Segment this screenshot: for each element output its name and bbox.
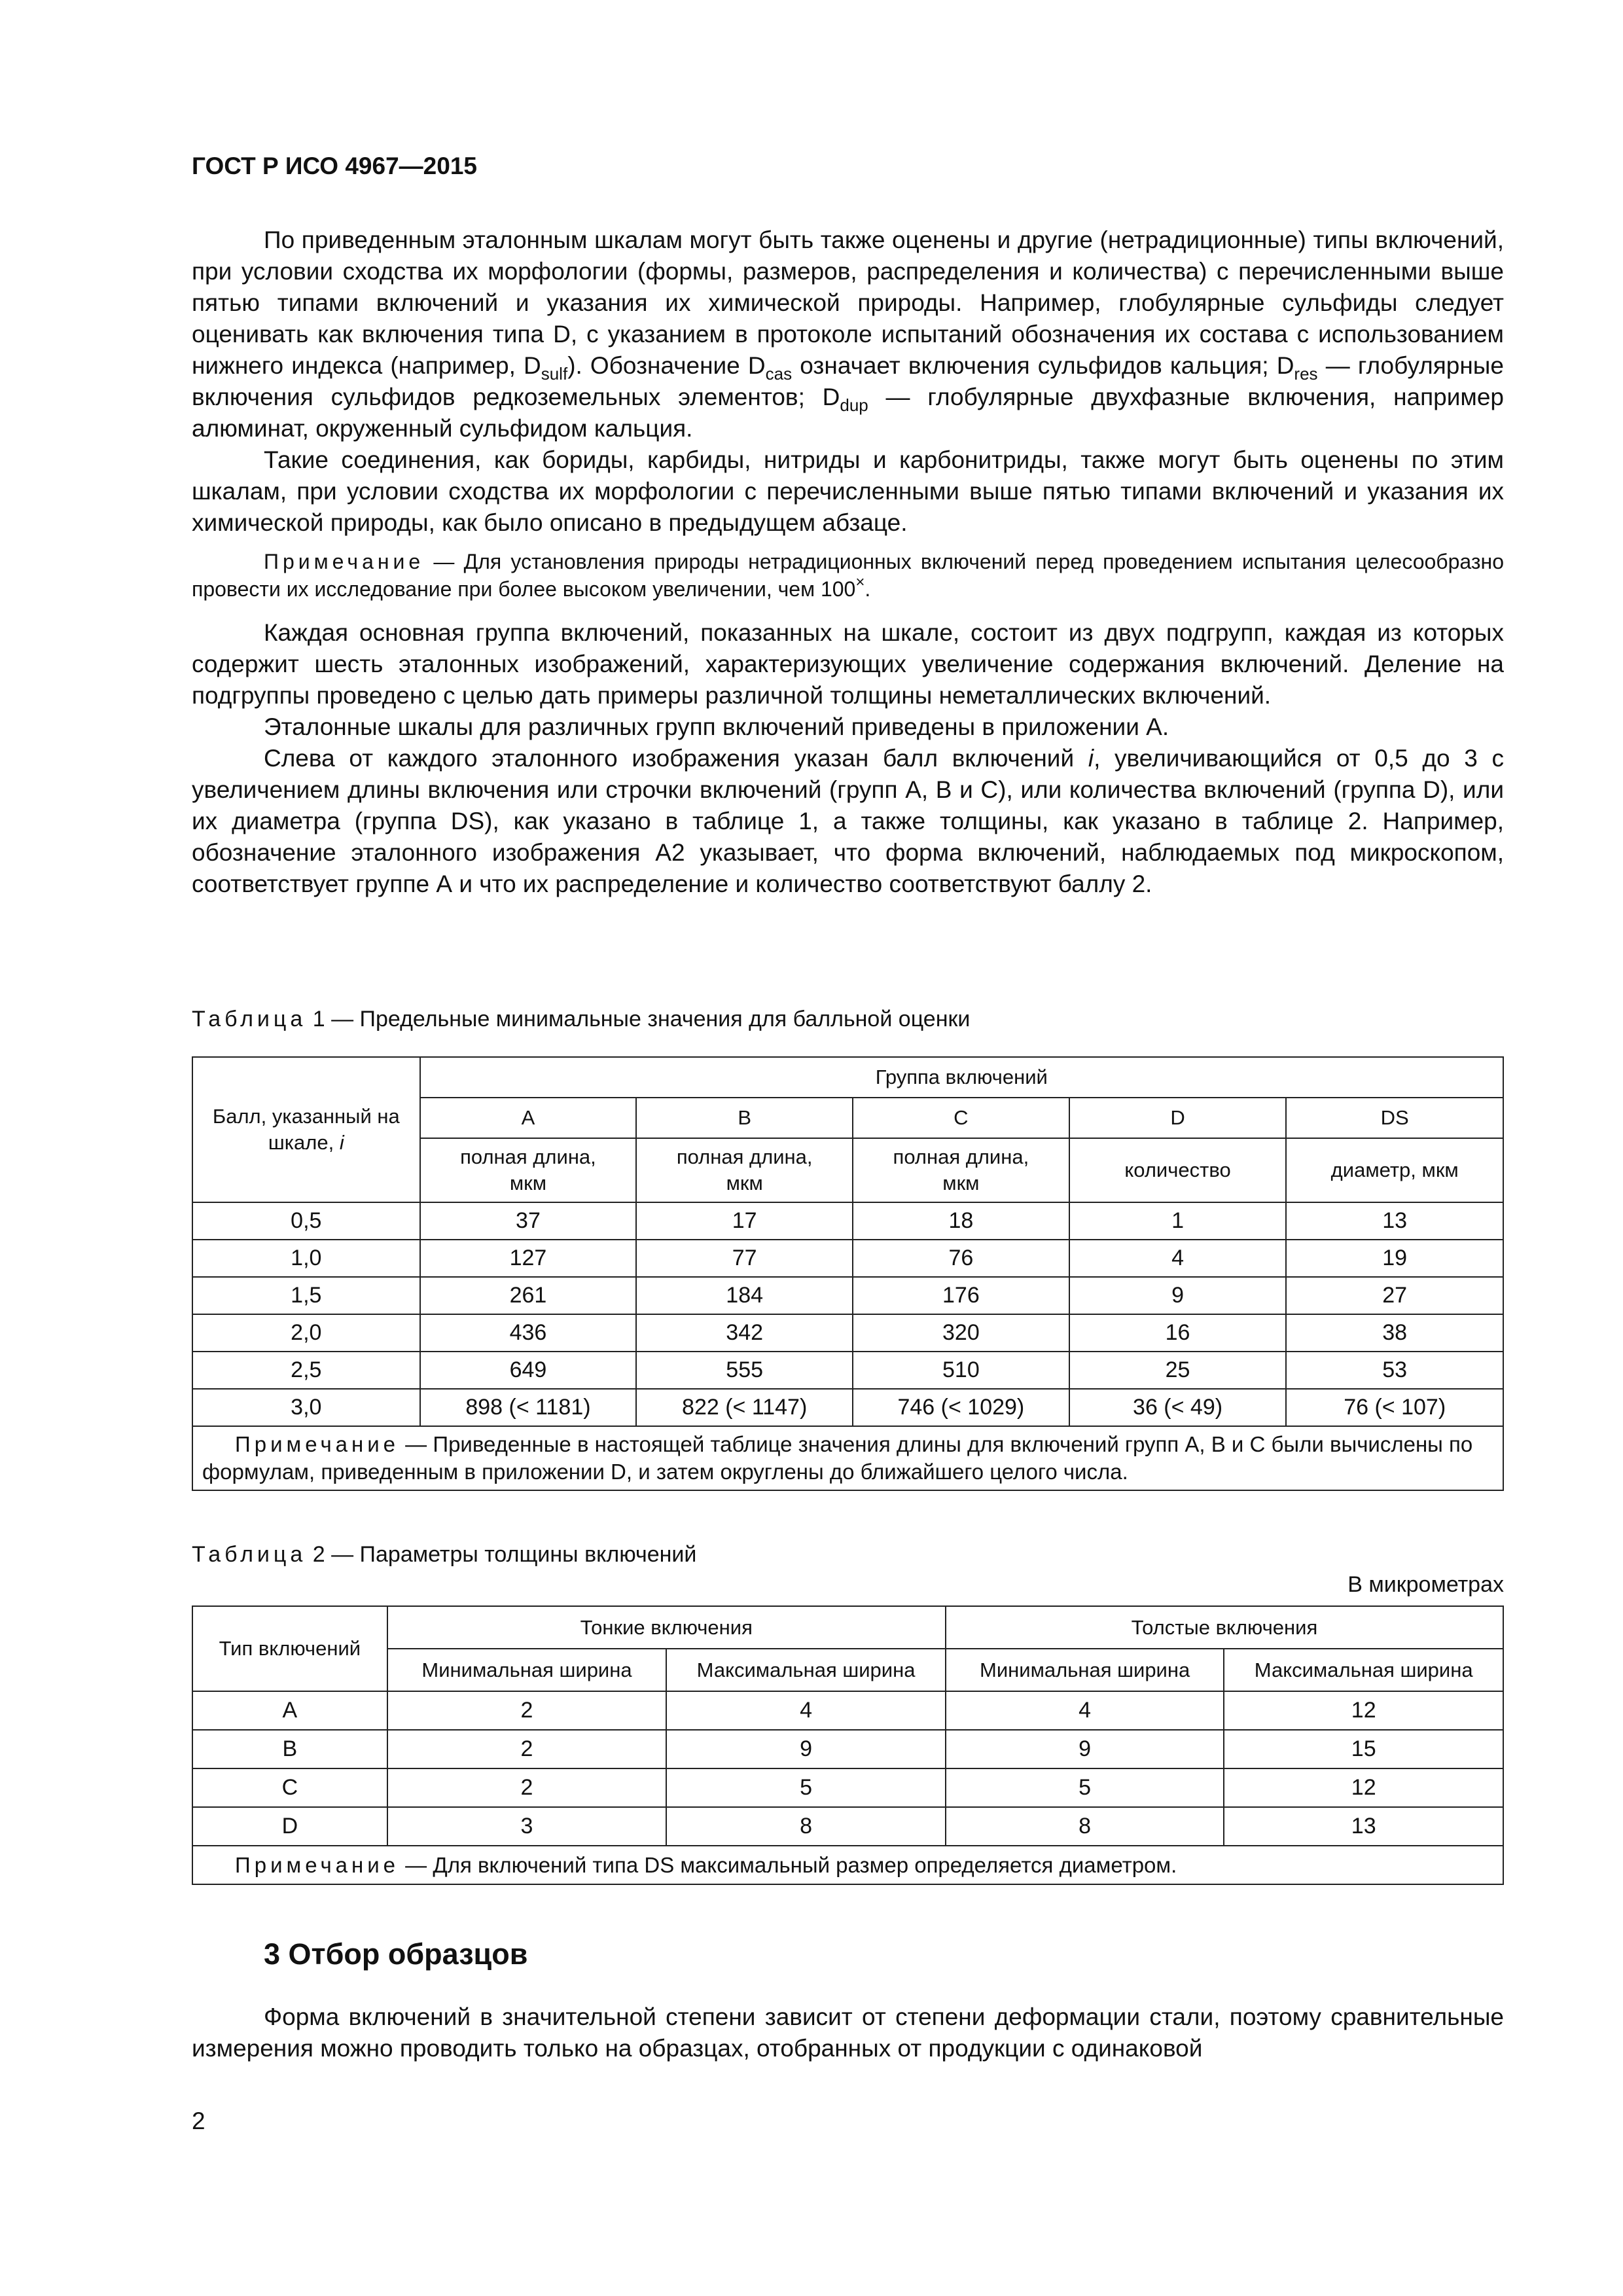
table2-note: Примечание — Для включений типа DS максимальный размер определяется диаметром. [192,1846,1503,1884]
table-row: A 2 4 4 12 [192,1691,1503,1730]
paragraph-3: Каждая основная группа включений, показанных на шкале, состоит из двух подгрупп, каждая из которых содержит шесть эталонных изображений, характеризующих увеличение содержания включений. Деление на подгруппы проведено с целью дать примеры различной толщины неметаллических включений. [192,619,1504,709]
table-row: 1,0 127 77 76 4 19 [192,1240,1503,1277]
table1-group: A [420,1098,637,1138]
table2-col0-header: Тип включений [192,1606,387,1691]
note-1: Примечание — Для установления природы нетрадиционных включений перед проведением испытания целесообразно провести их исследование при более высоком увеличении, чем 100×. [192,550,1504,601]
table1-group: D [1069,1098,1287,1138]
table-row: D 3 8 8 13 [192,1807,1503,1846]
table1-col0-header: Балл, указанный на шкале, i [192,1057,420,1202]
table1 [192,1056,1504,1491]
paragraph-4: Эталонные шкалы для различных групп включений приведены в приложении А. [264,713,1169,740]
table-row: C 2 5 5 12 [192,1768,1503,1807]
document-header: ГОСТ Р ИСО 4967—2015 [192,152,477,179]
table2-subheader: Максимальная ширина [666,1649,946,1691]
table2 [192,1605,1504,1885]
table2-group-header: Толстые включения [946,1606,1503,1649]
table2-caption: Таблица 2 — Параметры толщины включений [192,1542,697,1567]
table2-subheader: Минимальная ширина [946,1649,1224,1691]
section-3-title: 3 Отбор образцов [264,1937,528,1971]
table1-unit: полная длина, мкм [636,1138,853,1202]
table1-caption: Таблица 1 — Предельные минимальные значения для балльной оценки [192,1007,971,1031]
paragraph-1: По приведенным эталонным шкалам могут быть также оценены и другие (нетрадиционные) типы включений, при условии сходства их морфологии (формы, размеров, распределения и количества) с перечисленными выше пятью типами включений и указания их химической природы. Например, глобулярные сульфиды следует оценивать как включения типа D, с указанием в протоколе испытаний обозначения их состава с использованием нижнего индекса (например, $D_{sulf}$). Обозначение $D_{cas}$ означает включения сульфидов кальция; $D_{res}$ — глобулярные включения сульфидов редкоземельных элементов; $D_{dup}$ — глобулярные двухфазные включения, например алюминат, окруженный сульфидом кальция. [192,226,1504,442]
table1-unit: полная длина, мкм [853,1138,1069,1202]
table1-group: C [853,1098,1069,1138]
paragraph-5: Слева от каждого эталонного изображения указан балл включений i, увеличивающийся от 0,5 до 3 с увеличением длины включения или строчки включений (групп A, B и C), или количества включений (группа D), или их диаметра (группа DS), как указано в таблице 1, а также толщины, как указано в таблице 2. Например, обозначение эталонного изображения А2 указывает, что форма включений, наблюдаемых под микроскопом, соответствует группе А и что их распределение и количество соответствуют баллу 2. [192,745,1504,897]
section-3-text: Форма включений в значительной степени зависит от степени деформации стали, поэтому сравнительные измерения можно проводить только на образцах, отобранных от продукции с одинаковой [192,2003,1504,2062]
paragraph-2: Такие соединения, как бориды, карбиды, нитриды и карбонитриды, также могут быть оценены по этим шкалам, при условии сходства их морфологии с перечисленными выше пятью типами включений и указания их химической природы, как было описано в предыдущем абзаце. [192,446,1504,536]
table-row: 2,5 649 555 510 25 53 [192,1352,1503,1389]
body-text [192,224,1504,900]
table2-unit: В микрометрах [1347,1572,1504,1597]
table1-unit: количество [1069,1138,1287,1202]
table1-group: B [636,1098,853,1138]
table1-unit: полная длина, мкм [420,1138,637,1202]
table1-group: DS [1286,1098,1503,1138]
page-number: 2 [192,2108,205,2134]
table2-subheader: Минимальная ширина [387,1649,667,1691]
table-row: B 2 9 9 15 [192,1730,1503,1768]
table2-group-header: Тонкие включения [387,1606,946,1649]
table-row: 3,0 898 (< 1181) 822 (< 1147) 746 (< 1029) 36 (< 49) 76 (< 107) [192,1389,1503,1426]
table2-subheader: Максимальная ширина [1224,1649,1503,1691]
table1-unit: диаметр, мкм [1286,1138,1503,1202]
table1-group-header: Группа включений [420,1057,1503,1098]
table-row: 2,0 436 342 320 16 38 [192,1314,1503,1352]
table1-note: Примечание — Приведенные в настоящей таблице значения длины для включений групп A, B и C были вычислены по формулам, приведенным в приложении D, и затем округлены до ближайшего целого числа. [192,1426,1503,1490]
table-row: 1,5 261 184 176 9 27 [192,1277,1503,1314]
table-row: 0,5 37 17 18 1 13 [192,1202,1503,1240]
